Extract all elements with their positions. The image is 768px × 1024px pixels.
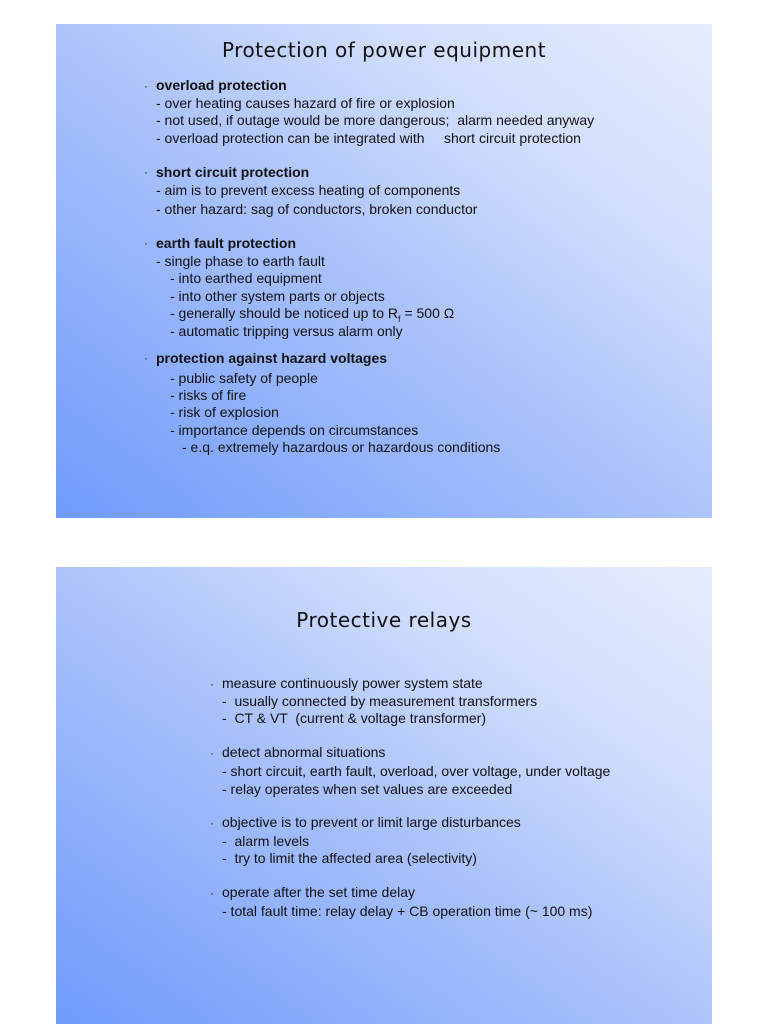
list-item: - total fault time: relay delay + CB operation time (~ 100 ms) (222, 903, 593, 919)
list-item: - alarm levels (222, 833, 310, 849)
list-item: - aim is to prevent excess heating of components (156, 182, 461, 198)
resistance-value: = 500 Ω (400, 305, 455, 321)
slide-protective-relays (56, 567, 712, 1024)
list-item-resistance (170, 305, 454, 322)
list-item: - importance depends on circumstances (170, 422, 419, 438)
list-item: - risk of explosion (170, 404, 279, 420)
slide-protection-of-power-equipment (56, 24, 712, 518)
section-heading: protection against hazard voltages (156, 350, 388, 366)
list-item: - public safety of people (170, 370, 318, 386)
section-heading: detect abnormal situations (222, 744, 386, 760)
list-item: - e.q. extremely hazardous or hazardous conditions (182, 439, 501, 455)
list-item: - try to limit the affected area (selectivity) (222, 850, 477, 866)
resistance-text: - generally should be noticed up to R (170, 305, 399, 321)
bullet-icon: · (144, 165, 148, 179)
slide-title: Protective relays (296, 608, 472, 632)
bullet-icon: · (210, 816, 214, 830)
bullet-icon: · (144, 79, 148, 93)
list-item: - CT & VT (current & voltage transformer) (222, 710, 487, 726)
bullet-icon: · (210, 746, 214, 760)
bullet-icon: · (210, 677, 214, 691)
list-item: - other hazard: sag of conductors, broken conductor (156, 201, 478, 217)
list-item: - short circuit, earth fault, overload, over voltage, under voltage (222, 763, 611, 779)
list-item: - risks of fire (170, 387, 247, 403)
section-heading: short circuit protection (156, 164, 310, 180)
list-item: - not used, if outage would be more dangerous; alarm needed anyway (156, 112, 595, 128)
list-item: - single phase to earth fault (156, 253, 325, 269)
list-item: - into earthed equipment (170, 270, 322, 286)
section-heading: overload protection (156, 77, 287, 93)
list-item: - overload protection can be integrated with short circuit protection (156, 130, 581, 146)
list-item: - relay operates when set values are exceeded (222, 781, 513, 797)
section-heading: earth fault protection (156, 235, 297, 251)
list-item: - automatic tripping versus alarm only (170, 323, 403, 339)
subscript-f: f (398, 313, 401, 324)
bullet-icon: · (210, 886, 214, 900)
bullet-icon: · (144, 351, 148, 365)
bullet-icon: · (144, 236, 148, 250)
list-item: - into other system parts or objects (170, 288, 385, 304)
list-item: - over heating causes hazard of fire or explosion (156, 95, 455, 111)
section-heading: objective is to prevent or limit large disturbances (222, 814, 521, 830)
section-heading: measure continuously power system state (222, 675, 483, 691)
section-heading: operate after the set time delay (222, 884, 415, 900)
slide-title: Protection of power equipment (221, 38, 547, 62)
list-item: - usually connected by measurement transformers (222, 693, 538, 709)
